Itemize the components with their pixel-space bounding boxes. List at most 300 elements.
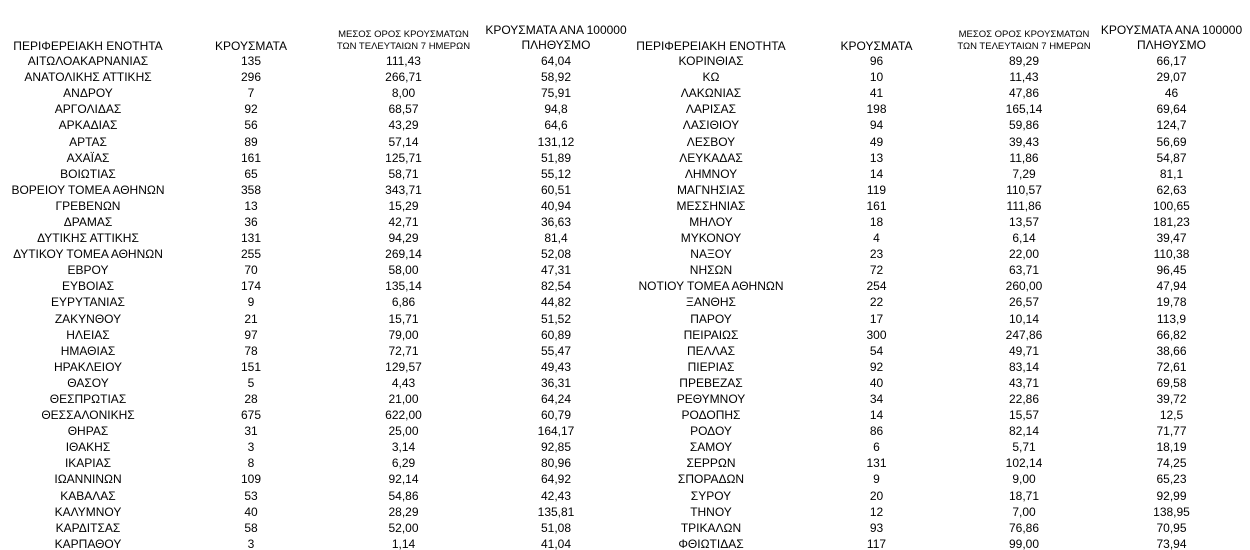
per-100000-cell: 51,89	[540, 150, 572, 165]
per-100000-cell: 81,1	[1159, 166, 1184, 181]
table-row	[618, 278, 1244, 294]
table-row	[618, 262, 1244, 278]
cases-cell: 70	[244, 263, 258, 278]
table-row	[0, 343, 631, 359]
header-per-100000	[481, 22, 631, 53]
per-100000-cell: 70,95	[1156, 520, 1187, 535]
table-row	[618, 53, 1244, 69]
per-100000-cell: 135,81	[537, 504, 575, 519]
cases-cell: 40	[244, 504, 258, 519]
per-100000-cell: 29,07	[1156, 70, 1187, 85]
avg-7day-cell: 5,71	[1012, 440, 1036, 455]
avg-7day-cell: 18,71	[1008, 488, 1040, 503]
per-100000-cell: 110,38	[1153, 247, 1190, 262]
avg-7day-cell: 4,43	[391, 375, 416, 390]
avg-7day-cell: 76,86	[1008, 520, 1040, 535]
avg-7day-cell: 28,29	[388, 504, 419, 519]
region-cell: ΜΥΚΟΝΟΥ	[680, 231, 742, 246]
cases-cell: 6	[873, 440, 880, 455]
per-100000-cell: 69,58	[1156, 375, 1187, 390]
cases-cell: 78	[244, 343, 258, 358]
per-100000-cell: 74,25	[1156, 456, 1187, 471]
table-row	[618, 488, 1244, 504]
region-cell: ΑΡΚΑΔΙΑΣ	[58, 118, 118, 133]
avg-7day-cell: 68,57	[388, 102, 419, 117]
region-cell: ΓΡΕΒΕΝΩΝ	[55, 198, 121, 213]
table-row	[618, 133, 1244, 149]
per-100000-cell: 64,92	[540, 472, 572, 487]
avg-7day-cell: 622,00	[385, 408, 422, 423]
table-row	[0, 69, 631, 85]
cases-cell: 13	[244, 198, 258, 213]
table-row	[0, 198, 631, 214]
cases-cell: 89	[244, 134, 258, 149]
cases-cell: 93	[869, 520, 884, 535]
per-100000-cell: 38,66	[1156, 343, 1187, 358]
table-row	[618, 150, 1244, 166]
region-cell: ΣΠΟΡΑΔΩΝ	[677, 472, 745, 487]
avg-7day-cell: 22,00	[1008, 247, 1040, 262]
table-row	[0, 455, 631, 471]
per-100000-cell: 72,61	[1156, 359, 1187, 374]
avg-7day-cell: 15,57	[1008, 408, 1040, 423]
region-cell: ΑΧΑΪΑΣ	[66, 150, 110, 165]
header-avg-line1: ΜΕΣΟΣ ΟΡΟΣ ΚΡΟΥΣΜΑΤΩΝ	[338, 29, 469, 40]
cases-cell: 72	[869, 263, 884, 278]
cases-cell: 17	[869, 311, 884, 326]
region-cell: ΘΕΣΠΡΩΤΙΑΣ	[49, 392, 127, 407]
avg-7day-cell: 58,00	[388, 263, 419, 278]
avg-7day-cell: 26,57	[1008, 295, 1040, 310]
cases-cell: 198	[866, 102, 887, 117]
region-cell: ΗΜΑΘΙΑΣ	[60, 343, 116, 358]
header-7day-average	[326, 22, 481, 53]
avg-7day-cell: 1,14	[391, 536, 416, 550]
table-row	[618, 359, 1244, 375]
per-100000-cell: 113,9	[1156, 311, 1187, 326]
region-cell: ΘΗΡΑΣ	[67, 424, 109, 439]
region-cell: ΒΟΡΕΙΟΥ ΤΟΜΕΑ ΑΘΗΝΩΝ	[11, 182, 165, 197]
cases-cell: 40	[869, 375, 884, 390]
avg-7day-cell: 7,29	[1012, 166, 1036, 181]
region-cell: ΕΒΡΟΥ	[67, 263, 109, 278]
cases-cell: 255	[240, 247, 262, 262]
cases-cell: 94	[869, 118, 884, 133]
avg-7day-cell: 89,29	[1008, 54, 1040, 69]
region-cell: ΛΕΥΚΑΔΑΣ	[679, 150, 743, 165]
table-row	[618, 198, 1244, 214]
avg-7day-cell: 125,71	[385, 150, 422, 165]
per-100000-cell: 100,65	[1153, 198, 1190, 213]
header-region: ΠΕΡΙΦΕΡΕΙΑΚΗ ΕΝΟΤΗΤΑ	[13, 39, 163, 53]
per-100000-cell: 92,99	[1156, 488, 1187, 503]
table-row	[618, 439, 1244, 455]
region-cell: ΘΑΣΟΥ	[67, 375, 109, 390]
region-cell: ΣΕΡΡΩΝ	[686, 456, 736, 471]
cases-cell: 5	[247, 375, 255, 390]
per-100000-cell: 94,8	[544, 102, 568, 117]
avg-7day-cell: 9,00	[1012, 472, 1036, 487]
region-cell: ΑΝΑΤΟΛΙΚΗΣ ΑΤΤΙΚΗΣ	[24, 70, 152, 85]
table-row	[0, 85, 631, 101]
avg-7day-cell: 99,00	[1008, 536, 1040, 550]
cases-cell: 4	[873, 231, 880, 246]
region-cell: ΛΑΣΙΘΙΟΥ	[682, 118, 740, 133]
avg-7day-cell: 39,43	[1008, 134, 1040, 149]
header-per-line1: ΚΡΟΥΣΜΑΤΑ ΑΝΑ 100000	[485, 23, 627, 37]
table-body-left	[0, 53, 631, 550]
region-cell: ΕΥΡΥΤΑΝΙΑΣ	[51, 295, 125, 310]
region-cell: ΤΗΝΟΥ	[690, 504, 732, 519]
region-cell: ΜΗΛΟΥ	[689, 214, 733, 229]
per-100000-cell: 60,79	[540, 408, 572, 423]
table-row	[0, 246, 631, 262]
region-cell: ΝΟΤΙΟΥ ΤΟΜΕΑ ΑΘΗΝΩΝ	[638, 279, 784, 294]
cases-cell: 161	[866, 198, 887, 213]
per-100000-cell: 81,4	[544, 231, 568, 246]
region-cell: ΣΥΡΟΥ	[690, 488, 732, 503]
region-cell: ΘΕΣΣΑΛΟΝΙΚΗΣ	[41, 408, 135, 423]
per-100000-cell: 54,87	[1156, 150, 1187, 165]
table-row	[618, 391, 1244, 407]
header-row	[0, 22, 631, 53]
avg-7day-cell: 49,71	[1008, 343, 1040, 358]
per-100000-cell: 131,12	[537, 134, 575, 149]
per-100000-cell: 60,51	[540, 182, 572, 197]
region-cell: ΗΡΑΚΛΕΙΟΥ	[53, 359, 123, 374]
table-row	[0, 150, 631, 166]
cases-cell: 56	[244, 118, 258, 133]
table-row	[0, 262, 631, 278]
table-row	[0, 536, 631, 550]
cases-cell: 8	[247, 456, 255, 471]
table-body-right	[618, 53, 1244, 550]
table-row	[618, 101, 1244, 117]
cases-cell: 36	[244, 214, 258, 229]
avg-7day-cell: 94,29	[388, 231, 419, 246]
table-row	[618, 214, 1244, 230]
table-row	[618, 166, 1244, 182]
cases-cell: 135	[240, 54, 262, 69]
cases-cell: 92	[869, 359, 884, 374]
region-cell: ΔΡΑΜΑΣ	[63, 214, 113, 229]
per-100000-cell: 39,72	[1156, 392, 1187, 407]
region-cell: ΛΑΡΙΣΑΣ	[685, 102, 737, 117]
table-row	[618, 504, 1244, 520]
table-row	[0, 488, 631, 504]
per-100000-cell: 96,45	[1156, 263, 1187, 278]
cases-cell: 300	[866, 327, 887, 342]
header-per-line2: ΠΛΗΘΥΣΜΟ	[521, 38, 591, 52]
header-avg-line1: ΜΕΣΟΣ ΟΡΟΣ ΚΡΟΥΣΜΑΤΩΝ	[958, 29, 1090, 40]
avg-7day-cell: 247,86	[1005, 327, 1043, 342]
region-cell: ΑΡΓΟΛΙΔΑΣ	[54, 102, 122, 117]
avg-7day-cell: 260,00	[1005, 279, 1043, 294]
cases-cell: 41	[869, 86, 884, 101]
header-7day-average	[949, 22, 1099, 53]
region-cell: ΤΡΙΚΑΛΩΝ	[680, 520, 742, 535]
region-cell: ΡΕΘΥΜΝΟΥ	[676, 392, 746, 407]
table-row	[0, 294, 631, 310]
per-100000-cell: 82,54	[540, 279, 572, 294]
cases-cell: 254	[866, 279, 887, 294]
table-row	[618, 343, 1244, 359]
avg-7day-cell: 110,57	[1006, 182, 1042, 197]
avg-7day-cell: 82,14	[1008, 424, 1040, 439]
cases-cell: 53	[244, 488, 258, 503]
table-row	[0, 101, 631, 117]
region-cell: ΠΡΕΒΕΖΑΣ	[679, 375, 743, 390]
header-row	[618, 22, 1244, 53]
cases-cell: 358	[240, 182, 262, 197]
region-cell: ΚΑΛΥΜΝΟΥ	[54, 504, 122, 519]
per-100000-cell: 64,6	[544, 118, 568, 133]
table-row	[0, 278, 631, 294]
avg-7day-cell: 7,00	[1012, 504, 1036, 519]
cases-cell: 3	[247, 536, 255, 550]
avg-7day-cell: 79,00	[388, 327, 419, 342]
cases-cell: 174	[240, 279, 262, 294]
table-row	[0, 53, 631, 69]
per-100000-cell: 65,23	[1156, 472, 1187, 487]
table-row	[0, 214, 631, 230]
cases-cell: 97	[244, 327, 258, 342]
table-row	[618, 407, 1244, 423]
per-100000-cell: 12,5	[1159, 408, 1184, 423]
region-cell: ΑΝΔΡΟΥ	[63, 86, 113, 101]
cases-cell: 9	[247, 295, 255, 310]
region-cell: ΜΑΓΝΗΣΙΑΣ	[676, 182, 746, 197]
region-cell: ΚΑΒΑΛΑΣ	[60, 488, 116, 503]
region-cell: ΙΚΑΡΙΑΣ	[64, 456, 112, 471]
table-row	[618, 423, 1244, 439]
region-cell: ΠΑΡΟΥ	[690, 311, 732, 326]
cases-cell: 7	[247, 86, 255, 101]
per-100000-cell: 64,04	[540, 54, 572, 69]
avg-7day-cell: 10,14	[1008, 311, 1040, 326]
avg-7day-cell: 111,86	[1006, 198, 1042, 213]
avg-7day-cell: 72,71	[388, 343, 419, 358]
avg-7day-cell: 47,86	[1008, 86, 1040, 101]
table-row	[618, 311, 1244, 327]
avg-7day-cell: 22,86	[1008, 392, 1040, 407]
avg-7day-cell: 92,14	[388, 472, 419, 487]
per-100000-cell: 51,08	[540, 520, 572, 535]
cases-cell: 14	[869, 166, 884, 181]
per-100000-cell: 39,47	[1156, 231, 1187, 246]
cases-cell: 20	[869, 488, 884, 503]
region-cell: ΙΩΑΝΝΙΝΩΝ	[54, 472, 122, 487]
region-cell: ΔΥΤΙΚΗΣ ΑΤΤΙΚΗΣ	[37, 231, 139, 246]
cases-cell: 119	[866, 182, 887, 197]
region-cell: ΚΑΡΠΑΘΟΥ	[54, 536, 122, 550]
avg-7day-cell: 266,71	[385, 70, 422, 85]
per-100000-cell: 52,08	[540, 247, 572, 262]
region-cell: ΞΑΝΘΗΣ	[686, 295, 736, 310]
cases-cell: 54	[869, 343, 884, 358]
table-row	[0, 117, 631, 133]
cases-cell: 22	[869, 295, 884, 310]
avg-7day-cell: 15,29	[388, 198, 419, 213]
region-cell: ΚΩ	[702, 70, 720, 85]
avg-7day-cell: 111,43	[386, 54, 421, 69]
region-cell: ΗΛΕΙΑΣ	[66, 327, 110, 342]
table-row	[618, 455, 1244, 471]
header-per-100000	[1099, 22, 1244, 53]
per-100000-cell: 73,94	[1156, 536, 1187, 550]
avg-7day-cell: 129,57	[385, 359, 422, 374]
avg-7day-cell: 3,14	[391, 440, 416, 455]
avg-7day-cell: 269,14	[385, 247, 422, 262]
table-row	[618, 294, 1244, 310]
region-cell: ΖΑΚΥΝΘΟΥ	[54, 311, 122, 326]
cases-cell: 13	[869, 150, 884, 165]
table-row	[0, 133, 631, 149]
region-cell: ΝΗΣΩΝ	[689, 263, 733, 278]
per-100000-cell: 18,19	[1156, 440, 1187, 455]
per-100000-cell: 47,31	[540, 263, 572, 278]
cases-cell: 21	[244, 311, 258, 326]
per-100000-cell: 40,94	[540, 198, 572, 213]
region-cell: ΡΟΔΟΠΗΣ	[681, 408, 741, 423]
avg-7day-cell: 57,14	[388, 134, 419, 149]
cases-cell: 34	[869, 392, 884, 407]
per-100000-cell: 69,64	[1156, 102, 1187, 117]
per-100000-cell: 51,52	[540, 311, 572, 326]
avg-7day-cell: 135,14	[385, 279, 422, 294]
region-cell: ΒΟΙΩΤΙΑΣ	[60, 166, 116, 181]
avg-7day-cell: 6,29	[391, 456, 416, 471]
per-100000-cell: 64,24	[540, 392, 572, 407]
per-100000-cell: 47,94	[1156, 279, 1187, 294]
per-100000-cell: 92,85	[540, 440, 572, 455]
table-row	[0, 359, 631, 375]
cases-cell: 3	[247, 440, 255, 455]
per-100000-cell: 66,82	[1156, 327, 1187, 342]
per-100000-cell: 66,17	[1156, 54, 1187, 69]
cases-cell: 675	[240, 408, 262, 423]
region-cell: ΠΕΙΡΑΙΩΣ	[683, 327, 739, 342]
avg-7day-cell: 8,00	[391, 86, 416, 101]
per-100000-cell: 71,77	[1156, 424, 1187, 439]
avg-7day-cell: 58,71	[388, 166, 419, 181]
table-row	[0, 520, 631, 536]
header-per-line1: ΚΡΟΥΣΜΑΤΑ ΑΝΑ 100000	[1100, 23, 1243, 37]
avg-7day-cell: 54,86	[388, 488, 419, 503]
region-cell: ΑΙΤΩΛΟΑΚΑΡΝΑΝΙΑΣ	[27, 54, 149, 69]
table-row	[0, 375, 631, 391]
avg-7day-cell: 83,14	[1008, 359, 1040, 374]
region-cell: ΛΕΣΒΟΥ	[686, 134, 736, 149]
per-100000-cell: 55,12	[540, 166, 572, 181]
cases-cell: 96	[869, 54, 884, 69]
header-cases: ΚΡΟΥΣΜΑΤΑ	[215, 39, 287, 53]
cases-cell: 92	[244, 102, 258, 117]
cases-cell: 49	[869, 134, 884, 149]
cases-cell: 9	[873, 472, 880, 487]
cases-cell: 86	[869, 424, 884, 439]
cases-cell: 10	[869, 70, 884, 85]
cases-cell: 28	[244, 392, 258, 407]
avg-7day-cell: 6,14	[1012, 231, 1036, 246]
avg-7day-cell: 42,71	[388, 214, 419, 229]
region-cell: ΜΕΣΣΗΝΙΑΣ	[676, 198, 746, 213]
region-cell: ΕΥΒΟΙΑΣ	[61, 279, 115, 294]
table-row	[618, 246, 1244, 262]
avg-7day-cell: 43,29	[388, 118, 419, 133]
cases-cell: 151	[240, 359, 262, 374]
cases-cell: 117	[866, 536, 887, 550]
table-row	[618, 69, 1244, 85]
table-row	[618, 182, 1244, 198]
cases-cell: 296	[240, 70, 262, 85]
cases-cell: 14	[869, 408, 884, 423]
cases-table-left	[0, 22, 631, 550]
header-cases: ΚΡΟΥΣΜΑΤΑ	[840, 39, 913, 53]
table-row	[618, 85, 1244, 101]
table-row	[0, 439, 631, 455]
per-100000-cell: 181,23	[1153, 214, 1190, 229]
avg-7day-cell: 165,14	[1005, 102, 1043, 117]
per-100000-cell: 42,43	[540, 488, 572, 503]
avg-7day-cell: 25,00	[388, 424, 419, 439]
per-100000-cell: 55,47	[540, 343, 572, 358]
header-region: ΠΕΡΙΦΕΡΕΙΑΚΗ ΕΝΟΤΗΤΑ	[636, 39, 786, 53]
cases-table-right	[618, 22, 1244, 550]
per-100000-cell: 75,91	[540, 86, 572, 101]
avg-7day-cell: 343,71	[385, 182, 422, 197]
per-100000-cell: 80,96	[540, 456, 572, 471]
table-row	[618, 230, 1244, 246]
region-cell: ΛΗΜΝΟΥ	[684, 166, 738, 181]
region-cell: ΑΡΤΑΣ	[69, 134, 107, 149]
cases-cell: 131	[240, 231, 262, 246]
region-cell: ΠΕΛΛΑΣ	[686, 343, 736, 358]
region-cell: ΣΑΜΟΥ	[689, 440, 733, 455]
header-avg-line2: ΤΩΝ ΤΕΛΕΥΤΑΙΩΝ 7 ΗΜΕΡΩΝ	[336, 41, 471, 52]
cases-cell: 31	[244, 424, 258, 439]
avg-7day-cell: 102,14	[1005, 456, 1043, 471]
cases-cell: 58	[244, 520, 258, 535]
avg-7day-cell: 11,43	[1009, 70, 1039, 85]
cases-cell: 65	[244, 166, 258, 181]
table-row	[618, 117, 1244, 133]
header-avg-line2: ΤΩΝ ΤΕΛΕΥΤΑΙΩΝ 7 ΗΜΕΡΩΝ	[957, 41, 1091, 52]
region-cell: ΔΥΤΙΚΟΥ ΤΟΜΕΑ ΑΘΗΝΩΝ	[13, 247, 163, 262]
avg-7day-cell: 59,86	[1008, 118, 1040, 133]
table-row	[0, 423, 631, 439]
avg-7day-cell: 63,71	[1008, 263, 1040, 278]
table-row	[0, 230, 631, 246]
per-100000-cell: 41,04	[540, 536, 572, 550]
avg-7day-cell: 52,00	[388, 520, 419, 535]
region-cell: ΠΙΕΡΙΑΣ	[687, 359, 735, 374]
table-row	[618, 536, 1244, 550]
region-cell: ΛΑΚΩΝΙΑΣ	[680, 86, 742, 101]
avg-7day-cell: 43,71	[1008, 375, 1040, 390]
cases-cell: 23	[869, 247, 884, 262]
per-100000-cell: 58,92	[540, 70, 572, 85]
per-100000-cell: 56,69	[1156, 134, 1187, 149]
avg-7day-cell: 13,57	[1008, 214, 1040, 229]
per-100000-cell: 44,82	[540, 295, 572, 310]
per-100000-cell: 62,63	[1156, 182, 1187, 197]
cases-cell: 161	[240, 150, 262, 165]
table-row	[0, 327, 631, 343]
table-row	[0, 311, 631, 327]
per-100000-cell: 60,89	[540, 327, 572, 342]
per-100000-cell: 19,78	[1156, 295, 1187, 310]
